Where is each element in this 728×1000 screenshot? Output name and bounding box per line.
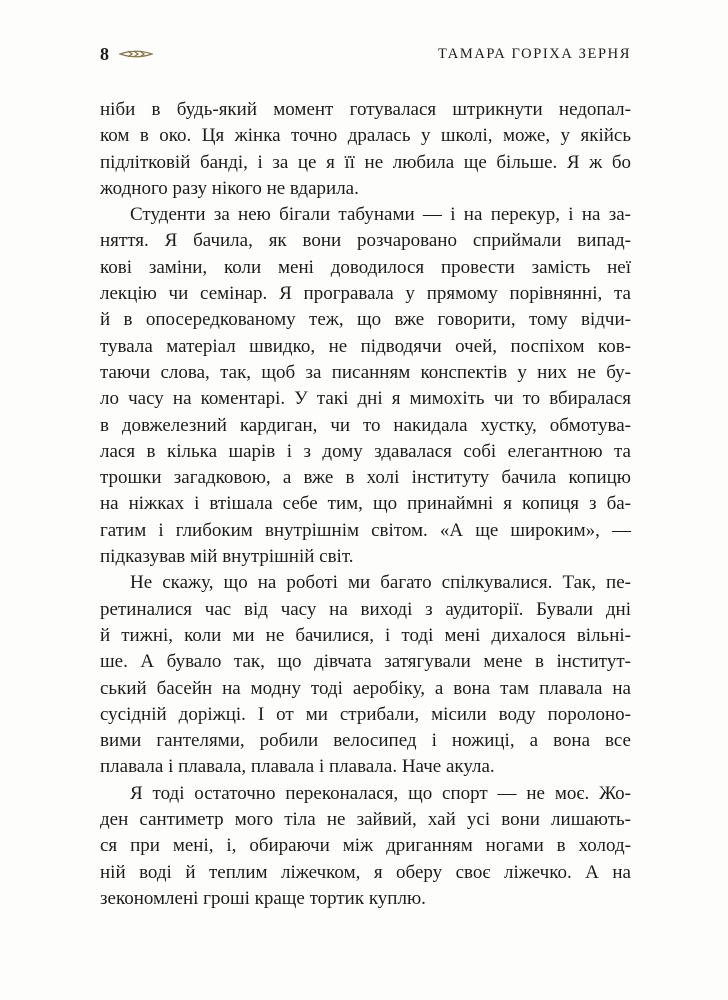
text-line: на ніжках і втішала себе тим, що принаймні я копиця з ба- <box>100 493 631 515</box>
text-line: Студенти за нею бігали табунами — і на перекур, і на за- <box>130 204 631 226</box>
text-line: ніби в будь-який момент готувалася штрикнути недопал- <box>100 99 631 120</box>
text-line: ше. А бувало так, що дівчата затягували мене в інститут- <box>100 651 631 673</box>
text-line: тувала матеріал швидко, не підводячи очей, поспіхом ков- <box>100 335 631 357</box>
text-line: підказував мій внутрішній світ. <box>100 546 354 568</box>
text-line: ло часу на коментарі. У такі дні я мимохіть чи то вбиралася <box>100 388 631 410</box>
text-line: жодного разу нікого не вдарила. <box>100 177 359 199</box>
text-line: ком в око. Ця жінка точно дралась у школі, може, у якійсь <box>100 125 631 147</box>
text-line: й в опосередкованому теж, що вже говорити, тому відчи- <box>100 309 631 331</box>
text-line: трошки загадковою, а вже в холі інституту бачила копицю <box>100 467 631 489</box>
text-line: ся при мені, і, обираючи між дриганням ногами в холод- <box>100 835 631 857</box>
text-line: ден сантиметр мого тіла не зайвий, хай усі вони лишають- <box>100 809 631 831</box>
chevron-fleuron-icon <box>119 48 153 60</box>
page-header <box>100 44 631 64</box>
text-line: ній воді й теплим ліжечком, я оберу своє ліжечко. А на <box>100 861 631 883</box>
text-line: зекономлені гроші краще тортик куплю. <box>100 887 426 909</box>
text-line: в довжелезний кардиган, чи то накидала хустку, обмотува- <box>100 414 631 436</box>
text-line: плавала і плавала, плавала і плавала. Наче акула. <box>100 756 495 778</box>
text-line: гатим і глибоким внутрішнім світом. «А ще широким», — <box>100 519 631 541</box>
page-number: 8 <box>100 43 109 64</box>
running-head-author: ТАМАРА ГОРІХА ЗЕРНЯ <box>438 45 631 62</box>
body-text <box>100 97 631 912</box>
text-line: й тижні, коли ми не бачилися, і тоді мені дихалося вільні- <box>100 624 631 646</box>
paragraph <box>100 570 631 780</box>
text-line: кові заміни, коли мені доводилося провести замість неї <box>100 256 631 278</box>
text-line: підлітковій банді, і за це я її не любила ще більше. Я ж бо <box>100 151 631 173</box>
header-left <box>100 44 153 65</box>
paragraph <box>100 202 631 570</box>
text-line: лекцію чи семінар. Я програвала у прямому порівнянні, та <box>100 283 631 305</box>
text-line: лася в кілька шарів і з дому здавалася собі елегантною та <box>100 440 631 462</box>
text-line: таючи слова, так, щоб за писанням конспектів у них не бу- <box>100 361 631 383</box>
text-line: Я тоді остаточно переконалася, що спорт — не моє. Жо- <box>130 782 631 804</box>
text-line: вими гантелями, робили велосипед і ножиці, а вона все <box>100 730 631 752</box>
text-line: няття. Я бачила, як вони розчаровано сприймали випад- <box>100 230 631 252</box>
text-line: ський басейн на модну тоді аеробіку, а вона там плавала на <box>100 677 631 699</box>
text-line: сусідній доріжці. І от ми стрибали, місили воду поролоно- <box>100 703 631 725</box>
text-line: Не скажу, що на роботі ми багато спілкувалися. Так, пе- <box>130 572 631 594</box>
paragraph <box>100 781 631 912</box>
text-line: ретиналися час від часу на виході з аудиторії. Бували дні <box>100 598 631 620</box>
paragraph <box>100 97 631 202</box>
